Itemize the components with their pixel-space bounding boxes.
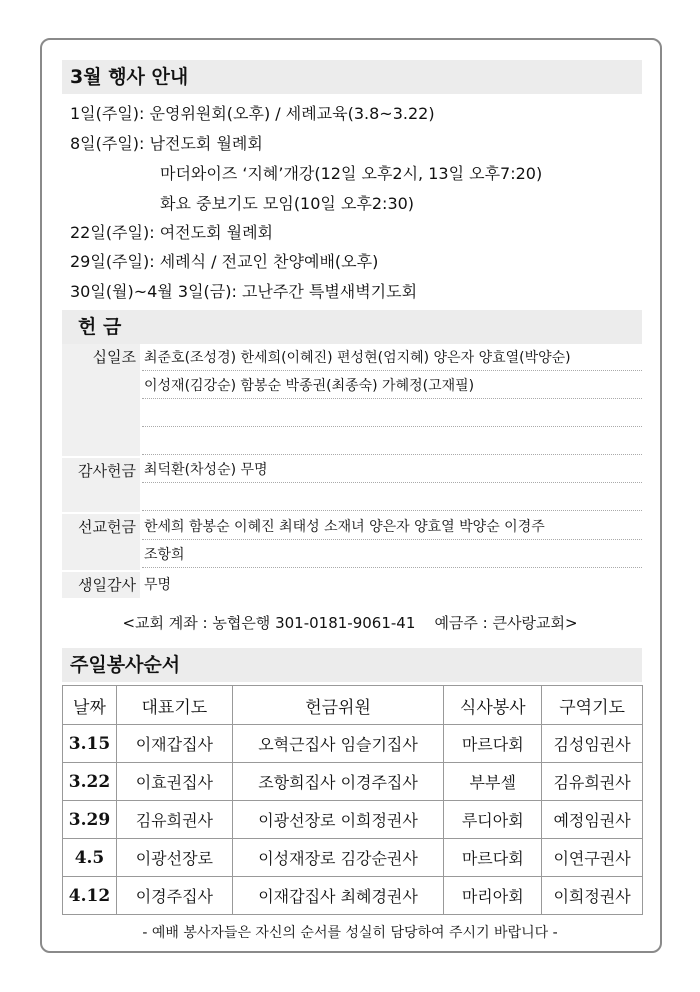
- row-prayer: 이경주집사: [116, 877, 232, 915]
- table-row: [63, 801, 643, 839]
- event-date: 30일(월)~4월 3일(금):: [70, 282, 237, 301]
- row-meal-service: 부부셀: [444, 763, 542, 801]
- footer-note: - 예배 봉사자들은 자신의 순서를 성실히 담당하여 주시기 바랍니다 -: [142, 925, 558, 941]
- row-date: 3.15: [63, 725, 117, 763]
- table-header-row: [63, 686, 643, 725]
- header-offering-committee: 헌금위원: [232, 686, 444, 725]
- header-date: 날짜: [63, 686, 117, 725]
- tithe-line: [142, 399, 642, 427]
- account-info: <교회 계좌 : 농협은행 301-0181-9061-41 예금주 : 큰사랑교회>: [122, 614, 578, 632]
- row-prayer: 이효권집사: [116, 763, 232, 801]
- tithe-line: [142, 427, 642, 455]
- row-offering-committee: 이성재장로 김강순권사: [232, 839, 444, 877]
- event-date: 22일(주일):: [70, 223, 155, 242]
- row-district-prayer: 이희정권사: [542, 877, 643, 915]
- thanks-label: 감사헌금: [62, 458, 140, 512]
- row-offering-committee: 이광선장로 이희정권사: [232, 801, 444, 839]
- row-meal-service: 마르다회: [444, 839, 542, 877]
- row-prayer: 이재갑집사: [116, 725, 232, 763]
- event-item: [70, 252, 378, 272]
- schedule-table: [62, 685, 643, 915]
- tithe-line: 이성재(김강순) 함봉순 박종권(최종숙) 가혜정(고재필): [142, 371, 642, 399]
- event-date: 1일(주일):: [70, 104, 145, 123]
- mission-line: 조항희: [142, 540, 642, 568]
- event-text: 고난주간 특별새벽기도회: [241, 282, 418, 301]
- header-meal-service: 식사봉사: [444, 686, 542, 725]
- row-offering-committee: 이재갑집사 최혜경권사: [232, 877, 444, 915]
- table-row: [63, 877, 643, 915]
- table-row: [63, 763, 643, 801]
- event-item: [70, 104, 435, 124]
- mission-line: 한세희 함봉순 이혜진 최태성 소재녀 양은자 양효열 박양순 이경주: [142, 512, 642, 540]
- birthday-line: 무명: [144, 577, 172, 593]
- event-item: [70, 223, 273, 243]
- row-date: 3.22: [63, 763, 117, 801]
- row-date: 4.5: [63, 839, 117, 877]
- birthday-label: 생일감사: [62, 572, 140, 598]
- table-row: [63, 725, 643, 763]
- offering-title: 헌 금: [62, 310, 642, 344]
- row-prayer: 김유희권사: [116, 801, 232, 839]
- thanks-line: 최덕환(차성순) 무명: [142, 455, 642, 483]
- row-date: 3.29: [63, 801, 117, 839]
- events-title: 3월 행사 안내: [62, 60, 642, 94]
- row-district-prayer: 김유희권사: [542, 763, 643, 801]
- row-meal-service: 루디아회: [444, 801, 542, 839]
- header-district-prayer: 구역기도: [542, 686, 643, 725]
- row-district-prayer: 예정임권사: [542, 801, 643, 839]
- event-item: [70, 134, 263, 154]
- event-date: 29일(주일):: [70, 252, 155, 271]
- mission-label: 선교헌금: [62, 514, 140, 570]
- event-text: 남전도회 월례회: [149, 134, 263, 153]
- row-offering-committee: 조항희집사 이경주집사: [232, 763, 444, 801]
- row-offering-committee: 오혁근집사 임슬기집사: [232, 725, 444, 763]
- row-district-prayer: 김성임권사: [542, 725, 643, 763]
- row-meal-service: 마리아회: [444, 877, 542, 915]
- row-meal-service: 마르다회: [444, 725, 542, 763]
- event-text: 운영위원회(오후) / 세례교육(3.8~3.22): [149, 104, 435, 123]
- schedule-title: 주일봉사순서: [62, 648, 642, 682]
- event-item: [70, 282, 417, 302]
- header-prayer: 대표기도: [116, 686, 232, 725]
- tithe-label: 십일조: [62, 344, 140, 456]
- event-date: 8일(주일):: [70, 134, 145, 153]
- table-row: [63, 839, 643, 877]
- tithe-line: 최준호(조성경) 한세희(이혜진) 편성현(엄지혜) 양은자 양효열(박양순): [142, 343, 642, 371]
- row-date: 4.12: [63, 877, 117, 915]
- event-text: 여전도회 월례회: [159, 223, 273, 242]
- event-subitem: 마더와이즈 ‘지혜’개강(12일 오후2시, 13일 오후7:20): [160, 164, 543, 183]
- event-subitem: 화요 중보기도 모임(10일 오후2:30): [160, 194, 415, 213]
- event-text: 세례식 / 전교인 찬양예배(오후): [159, 252, 379, 271]
- thanks-line: [142, 483, 642, 511]
- row-district-prayer: 이연구권사: [542, 839, 643, 877]
- row-prayer: 이광선장로: [116, 839, 232, 877]
